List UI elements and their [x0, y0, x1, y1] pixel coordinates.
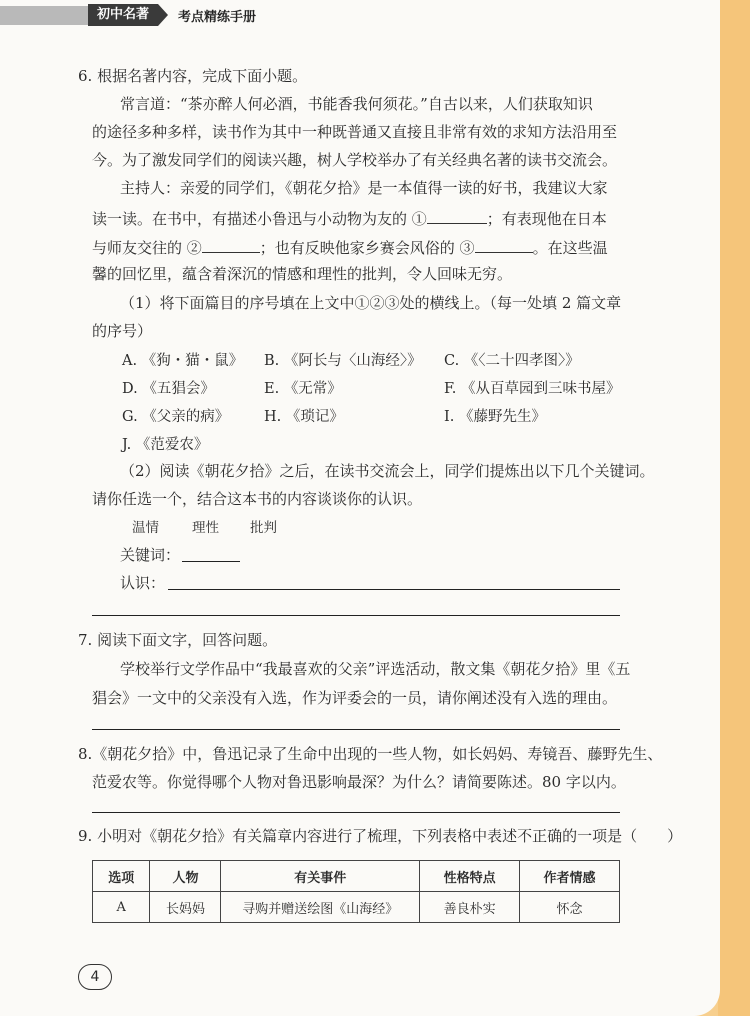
q6-para2-line: 馨的回忆里，蕴含着深沉的情感和理性的批判，令人回味无穷。: [92, 265, 513, 283]
q6-sub1: （1）将下面篇目的序号填在上文中①②③处的横线上。（每一处填 2 篇文章: [120, 294, 622, 312]
header-bar: [0, 6, 88, 25]
q6-sub2: 请你任选一个，结合这本书的内容谈谈你的认识。: [92, 490, 423, 508]
keyword: 理性: [192, 520, 219, 536]
option-a: A. 《狗・猫・鼠》: [122, 353, 244, 369]
keyword-label: 关键词：: [120, 546, 181, 564]
q6-para2-text: 读一读。在书中，有描述小鲁迅与小动物为友的 ①: [92, 210, 427, 228]
option-d: D. 《五猖会》: [122, 381, 215, 397]
q6-sub1: 的序号）: [92, 322, 153, 340]
page-number: 4: [78, 964, 112, 990]
q6-para1-line: 的途径多种多样，读书作为其中一种既普通又直接且非常有效的求知方法沿用至: [92, 123, 618, 141]
header-subtitle: 考点精练手册: [178, 10, 257, 25]
keyword: 批判: [250, 520, 277, 536]
q6-para2-text: 与师友交往的 ②: [92, 239, 202, 257]
table-header-cell: 作者情感: [520, 861, 620, 892]
page-frame: [718, 0, 750, 1016]
insight-answer-line[interactable]: [92, 615, 620, 616]
table-cell: 善良朴实: [420, 892, 520, 923]
table-row: [93, 892, 620, 923]
q9-title: [78, 826, 682, 846]
q8-text: 范爱农等。你觉得哪个人物对鲁迅影响最深？为什么？请简要陈述。80 字以内。: [92, 773, 626, 791]
q9-title-text: 9. 小明对《朝花夕拾》有关篇章内容进行了梳理，下列表格中表述不正确的一项是（: [78, 827, 638, 845]
option-i: I. 《藤野先生》: [444, 409, 546, 425]
q6-para2-line: [92, 207, 607, 229]
page-header: [0, 0, 720, 30]
header-arrow-icon: [158, 4, 168, 26]
q9-title-close: ）: [667, 827, 683, 845]
header-tag: 初中名著: [88, 4, 158, 26]
option-e: E. 《无常》: [264, 381, 342, 397]
option-b: B. 《阿长与〈山海经〉》: [264, 353, 422, 369]
keyword-answer-line[interactable]: [182, 561, 240, 562]
q7-title: 7. 阅读下面文字，回答问题。: [78, 631, 278, 649]
answer-blank-3[interactable]: [475, 236, 533, 253]
table-header-cell: 性格特点: [420, 861, 520, 892]
insight-label: 认识：: [120, 574, 166, 592]
q7-answer-line[interactable]: [92, 729, 620, 730]
q6-para1-line: 今。为了激发同学们的阅读兴趣，树人学校举办了有关经典名著的读书交流会。: [92, 151, 618, 169]
q8-text: 8.《朝花夕拾》中，鲁迅记录了生命中出现的一些人物，如长妈妈、寿镜吾、藤野先生、: [78, 745, 663, 763]
insight-answer-line[interactable]: [168, 589, 620, 590]
table-header-cell: 选项: [93, 861, 150, 892]
q6-para2-text: ；也有反映他家乡赛会风俗的 ③: [259, 239, 475, 257]
table-cell: 怀念: [520, 892, 620, 923]
q6-para1-line: 常言道：“茶亦醉人何必酒，书能香我何须花。”自古以来，人们获取知识: [120, 95, 593, 113]
option-c: C. 《〈二十四孝图〉》: [444, 353, 580, 369]
q6-para2-line: 主持人：亲爱的同学们，《朝花夕拾》是一本值得一读的好书，我建议大家: [120, 179, 608, 197]
answer-blank-1[interactable]: [427, 207, 487, 224]
option-j: J. 《范爱农》: [122, 437, 209, 453]
q6-para2-text: ；有表现他在日本: [486, 210, 607, 228]
table-header-cell: 有关事件: [221, 861, 420, 892]
table-cell: 长妈妈: [150, 892, 221, 923]
q6-para2-line: [92, 236, 608, 258]
option-h: H. 《琐记》: [264, 409, 344, 425]
table-cell: 寻购并赠送绘图《山海经》: [221, 892, 420, 923]
q8-answer-line[interactable]: [92, 812, 620, 813]
table-cell: A: [93, 892, 150, 923]
q6-para2-text: 。在这些温: [532, 239, 608, 257]
q7-text: 猖会》一文中的父亲没有入选，作为评委会的一员，请你阐述没有入选的理由。: [92, 689, 618, 707]
option-g: G. 《父亲的病》: [122, 409, 230, 425]
answer-blank-2[interactable]: [202, 236, 260, 253]
keyword: 温情: [132, 520, 159, 536]
q9-table: [92, 860, 620, 923]
q7-text: 学校举行文学作品中“我最喜欢的父亲”评选活动，散文集《朝花夕拾》里《五: [120, 660, 631, 678]
table-header-cell: 人物: [150, 861, 221, 892]
q6-sub2: （2）阅读《朝花夕拾》之后，在读书交流会上，同学们提炼出以下几个关键词。: [120, 462, 655, 480]
option-f: F. 《从百草园到三味书屋》: [444, 381, 621, 397]
q6-title: 6. 根据名著内容，完成下面小题。: [78, 67, 308, 85]
table-header-row: [93, 861, 620, 892]
